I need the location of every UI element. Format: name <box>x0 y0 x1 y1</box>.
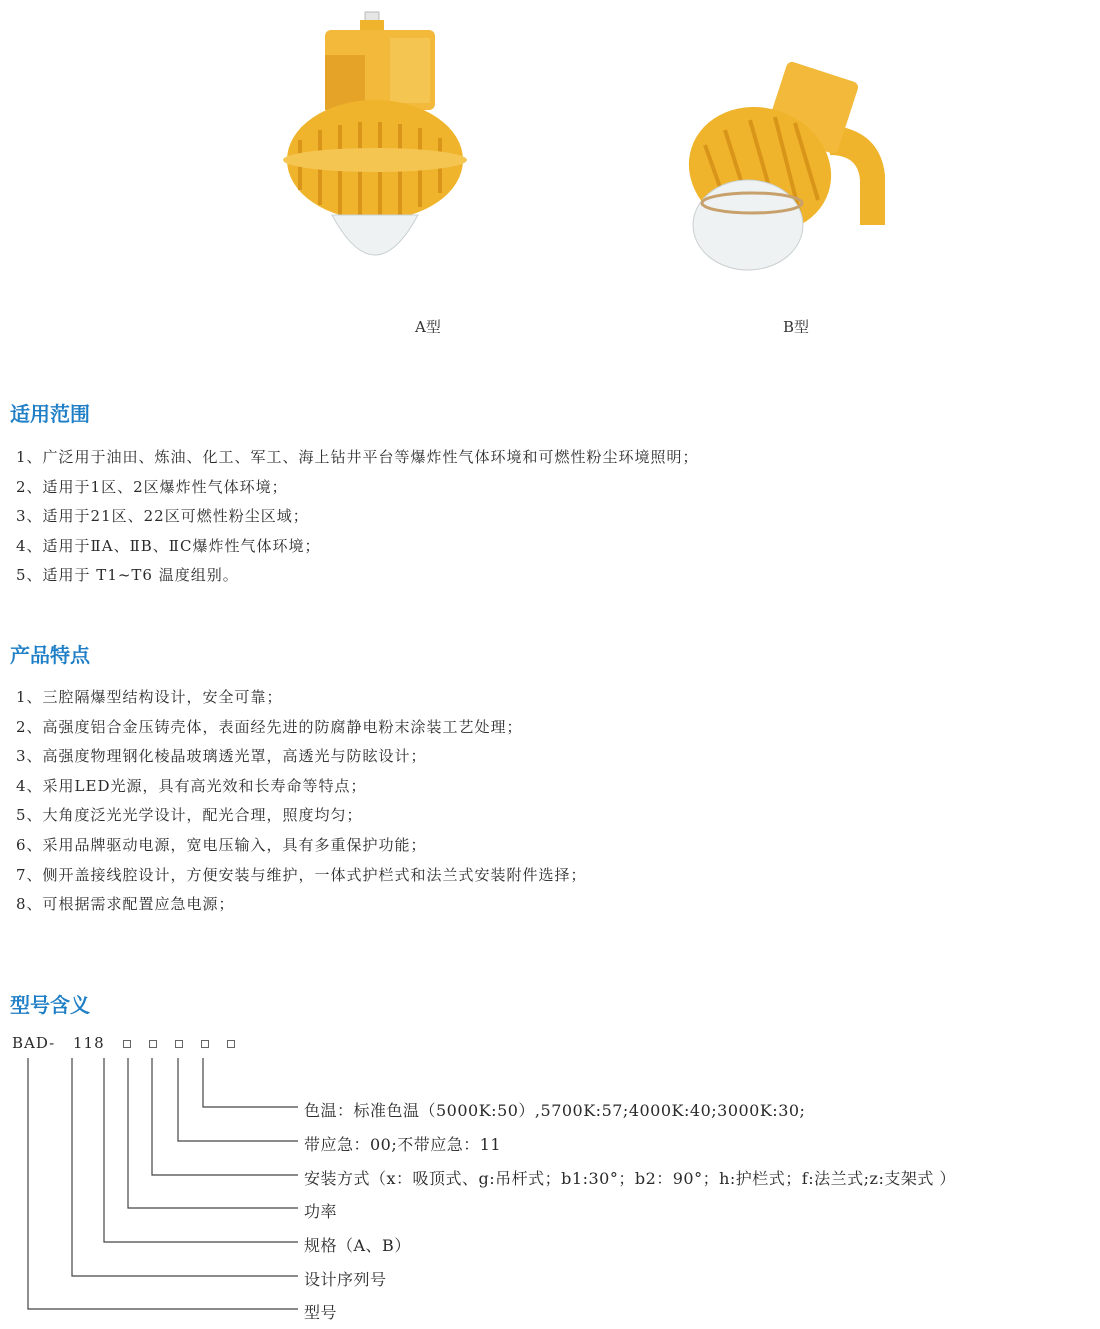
model-slot <box>201 1040 209 1048</box>
label-spec: 规格（A、B） <box>304 1236 411 1255</box>
model-slot <box>227 1040 235 1048</box>
label-type: 型号 <box>304 1303 338 1322</box>
tree-line-mounting <box>152 1058 298 1175</box>
tree-line-series <box>72 1058 298 1276</box>
tree-line-emergency <box>178 1058 298 1141</box>
list-item: 8、可根据需求配置应急电源； <box>16 895 235 914</box>
tree-line-power <box>128 1058 298 1208</box>
features-heading: 产品特点 <box>10 643 90 667</box>
model-series: 118 <box>73 1034 105 1052</box>
list-item: 5、适用于 T1~T6 温度组别。 <box>16 566 239 585</box>
scope-list <box>16 443 699 591</box>
tree-line-type <box>28 1058 298 1309</box>
label-mounting: 安装方式（x：吸顶式、g:吊杆式；b1:30°；b2：90°；h:护栏式；f:法兰式;z:支架式 ） <box>304 1169 956 1188</box>
scope-heading: 适用范围 <box>10 402 90 426</box>
model-heading: 型号含义 <box>10 993 90 1017</box>
label-emergency: 带应急：00;不带应急：11 <box>304 1135 502 1154</box>
list-item: 3、高强度物理钢化棱晶玻璃透光罩，高透光与防眩设计； <box>16 747 427 766</box>
features-list <box>16 683 587 920</box>
list-item: 2、高强度铝合金压铸壳体，表面经先进的防腐静电粉末涂装工艺处理； <box>16 717 523 736</box>
lamp-a-image <box>280 10 470 280</box>
label-series: 设计序列号 <box>304 1270 387 1289</box>
label-color-temp: 色温：标准色温（5000K:50）,5700K:57;4000K:40;3000K:30; <box>304 1101 806 1120</box>
model-slot <box>149 1040 157 1048</box>
list-item: 4、适用于ⅡA、ⅡB、ⅡC爆炸性气体环境； <box>16 536 321 555</box>
list-item: 7、侧开盖接线腔设计，方便安装与维护，一体式护栏式和法兰式安装附件选择； <box>16 865 587 884</box>
list-item: 1、广泛用于油田、炼油、化工、军工、海上钻井平台等爆炸性气体环境和可燃性粉尘环境照明； <box>16 448 699 466</box>
model-slot <box>175 1040 183 1048</box>
label-power: 功率 <box>304 1202 338 1221</box>
list-item: 1、三腔隔爆型结构设计，安全可靠； <box>16 688 283 706</box>
tree-line-spec <box>104 1058 298 1242</box>
product-images <box>0 0 1100 345</box>
lamp-a-caption: A型 <box>415 318 441 336</box>
list-item: 3、适用于21区、22区可燃性粉尘区域； <box>16 507 309 526</box>
model-slot <box>123 1040 131 1048</box>
model-prefix: BAD- <box>12 1034 56 1052</box>
list-item: 5、大角度泛光光学设计，配光合理，照度均匀； <box>16 806 363 825</box>
list-item: 6、采用品牌驱动电源，宽电压输入，具有多重保护功能； <box>16 835 427 854</box>
tree-line-color-temp <box>203 1058 298 1107</box>
list-item: 4、采用LED光源，具有高光效和长寿命等特点； <box>16 776 367 795</box>
list-item: 2、适用于1区、2区爆炸性气体环境； <box>16 477 288 496</box>
lamp-b-caption: B型 <box>783 318 810 336</box>
lamp-b-image <box>680 55 900 275</box>
model-tree-lines <box>0 1050 320 1315</box>
